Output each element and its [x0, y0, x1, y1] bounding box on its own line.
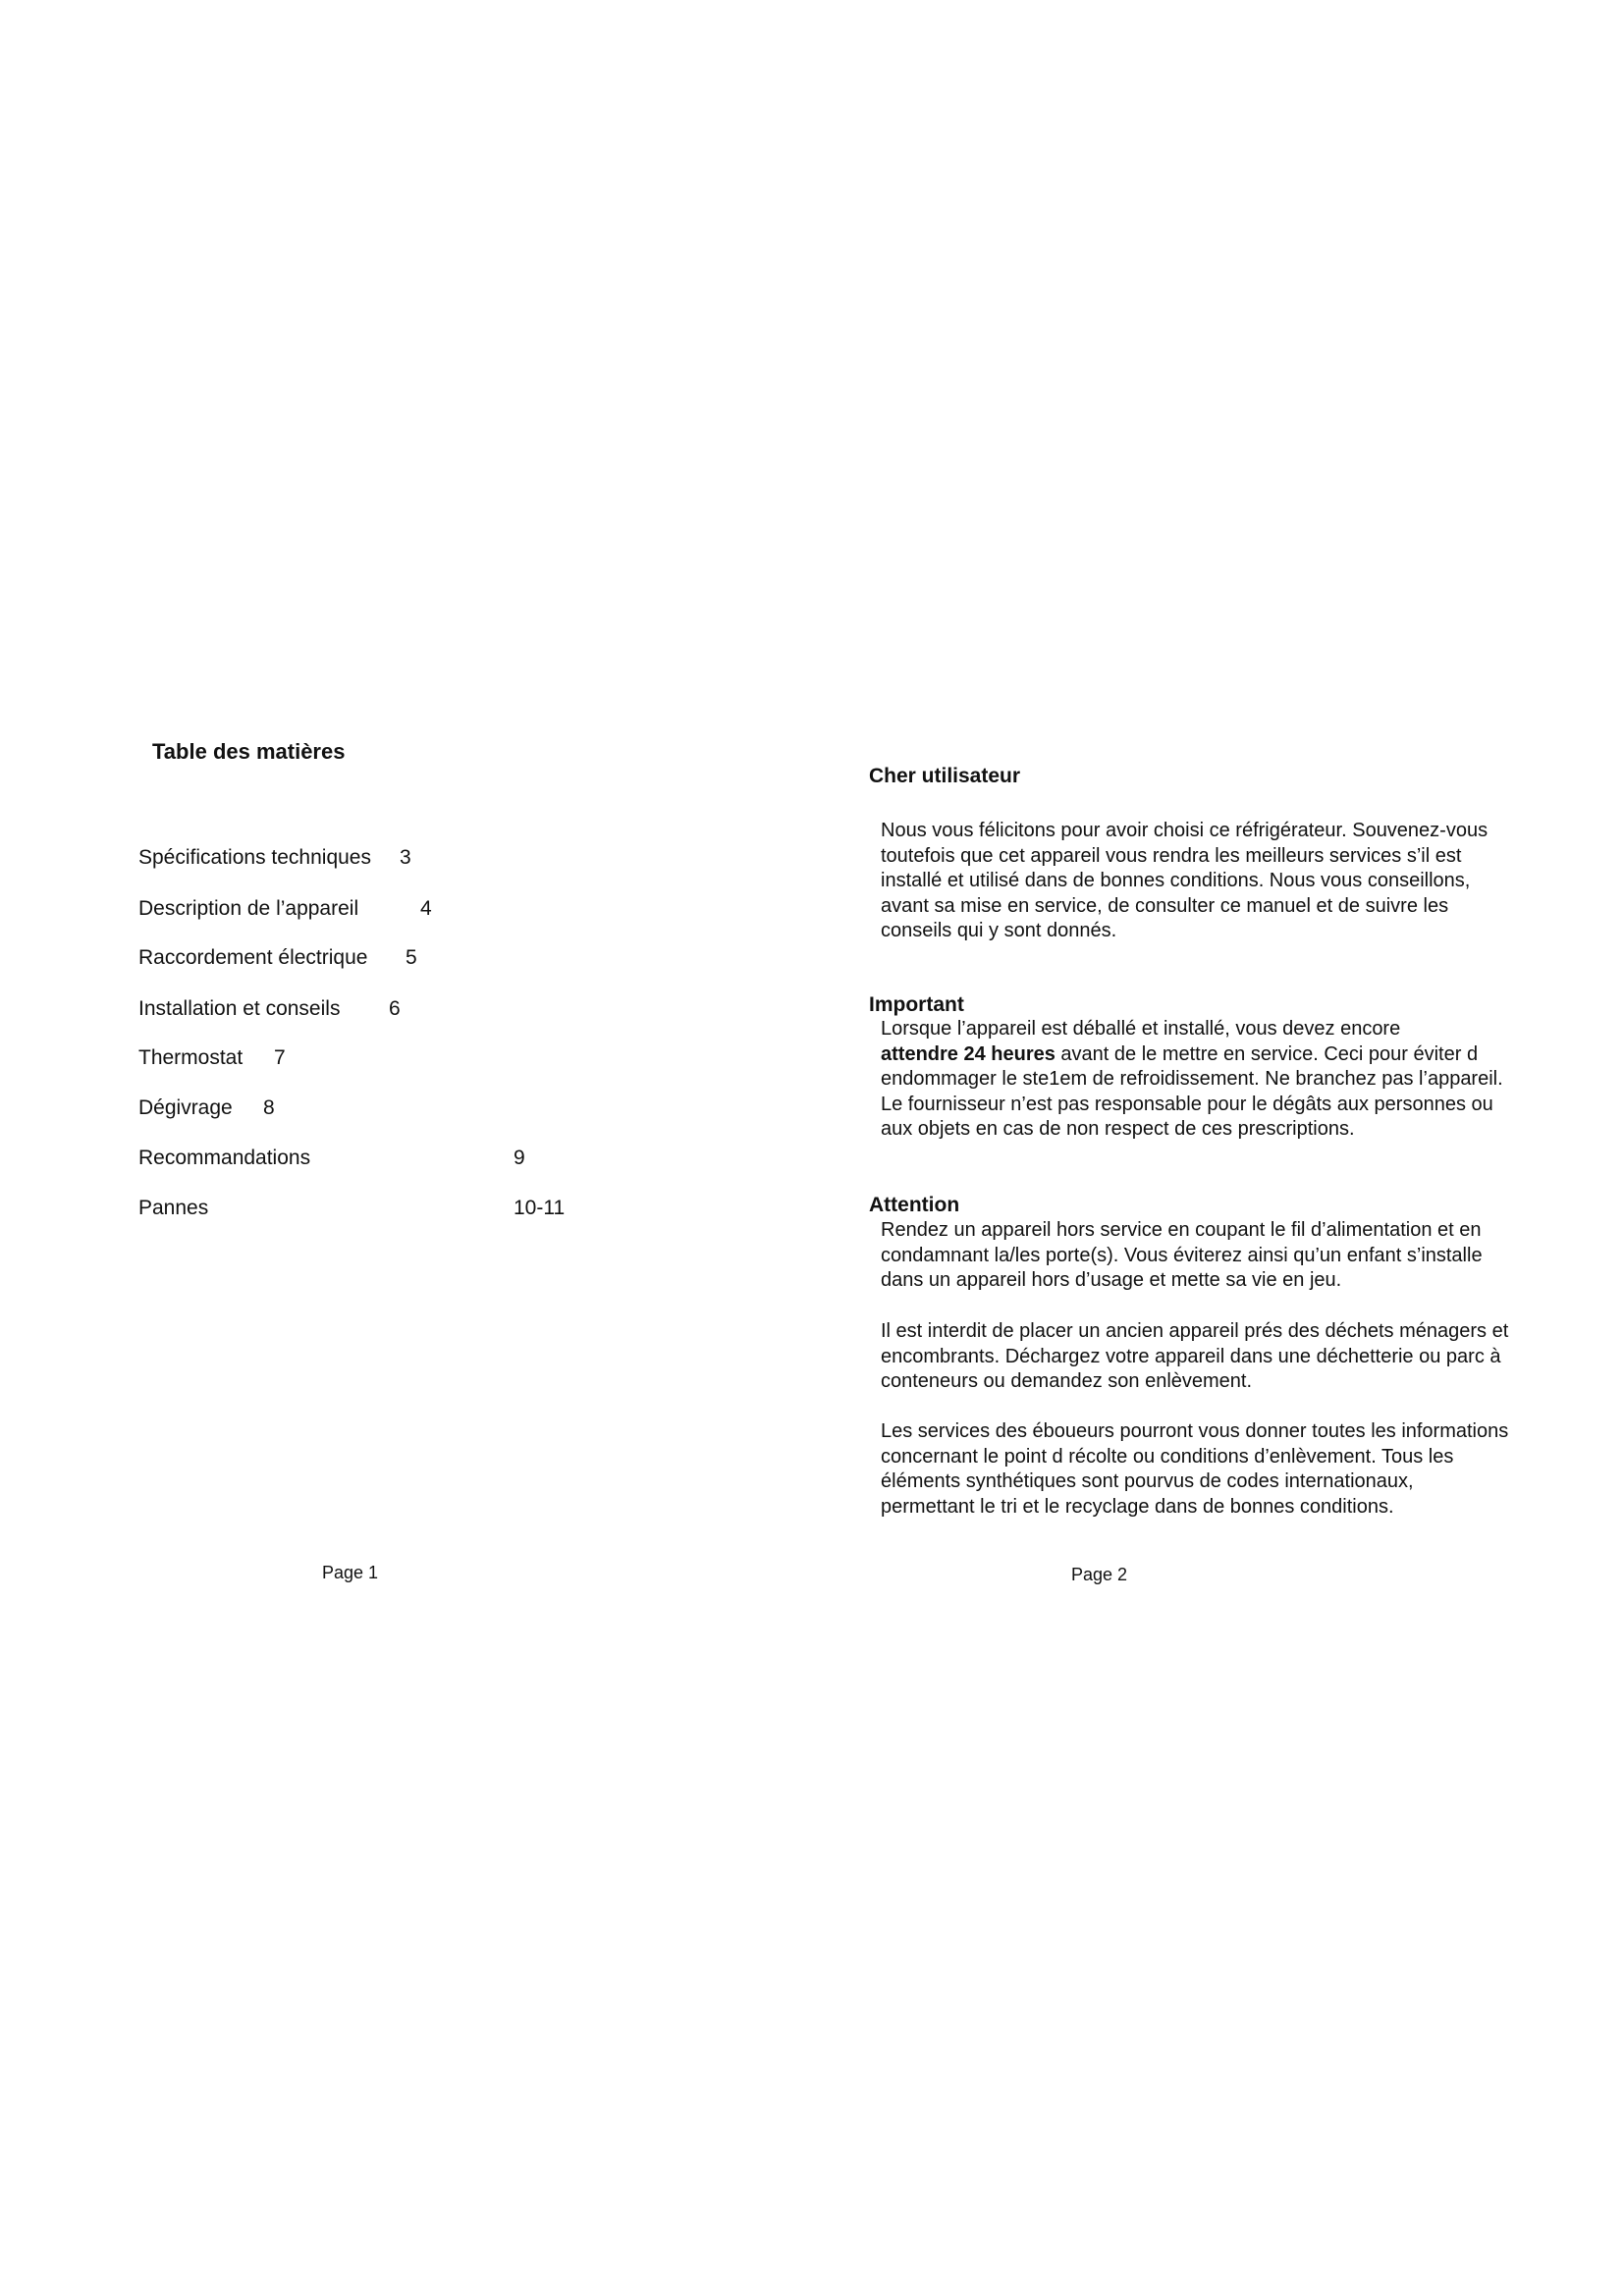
toc-page-number: 9: [514, 1147, 525, 1169]
important-heading: Important: [869, 993, 964, 1016]
toc-page-number: 5: [406, 946, 417, 969]
important-text: Lorsque l’appareil est déballé et installé, vous devez encore: [881, 1018, 1401, 1040]
important-emphasis: attendre 24 heures: [881, 1042, 1056, 1065]
toc-page-number: 7: [274, 1046, 286, 1069]
toc-label: Thermostat: [138, 1046, 244, 1069]
attention-paragraph-3: Les services des éboueurs pourront vous donner toutes les informations concernant le point d récolte ou conditions d’enlèvement. Tous les éléments synthétiques sont pourvus de codes internationaux, permettant le tri et le recyclage dans de bonnes conditions.: [881, 1420, 1509, 1518]
toc-label: Recommandations: [138, 1147, 311, 1169]
attention-paragraph-1: Rendez un appareil hors service en coupant le fil d’alimentation et en condamnant la/les porte(s). Vous éviterez ainsi qu’un enfant s’installe dans un appareil hors d’usage et mette sa vie en jeu.: [881, 1219, 1483, 1292]
toc-label: Description de l’appareil: [138, 897, 359, 920]
important-paragraph: [881, 1017, 1509, 1143]
greeting-heading: Cher utilisateur: [869, 765, 1021, 787]
toc-page-number: 3: [400, 846, 411, 869]
toc-label: Spécifications techniques: [138, 846, 371, 869]
toc-label: Dégivrage: [138, 1096, 233, 1119]
toc-page-number: 6: [389, 997, 401, 1020]
toc-label: Raccordement électrique: [138, 946, 368, 969]
attention-paragraph-2: Il est interdit de placer un ancien appareil prés des déchets ménagers et encombrants. Déchargez votre appareil dans une déchetterie ou parc à conteneurs ou demandez son enlèvement.: [881, 1320, 1509, 1393]
toc-page-number: 4: [420, 897, 432, 920]
toc-page-number: 10-11: [514, 1197, 566, 1219]
toc-label: Pannes: [138, 1197, 209, 1219]
toc-label: Installation et conseils: [138, 997, 341, 1020]
page-number-right: Page 2: [1071, 1565, 1128, 1584]
toc-title: Table des matières: [152, 739, 346, 764]
attention-heading: Attention: [869, 1194, 960, 1216]
page-number-left: Page 1: [322, 1563, 379, 1582]
intro-paragraph: Nous vous félicitons pour avoir choisi ce réfrigérateur. Souvenez-vous toutefois que cet appareil vous rendra les meilleurs services s’il est installé et utilisé dans de bonnes conditions. Nous vous conseillons, avant sa mise en service, de consulter ce manuel et de suivre les conseils qui y sont donnés.: [881, 820, 1489, 942]
toc-page-number: 8: [263, 1096, 275, 1119]
important-text: avant de le mettre en service. Ceci pour éviter d endommager le ste1em de refroidissement. Ne branchez pas l’appareil. Le fournisseur n’est pas responsable pour le dégâts aux personnes ou aux objets en cas de non respect de ces prescriptions.: [881, 1042, 1503, 1141]
